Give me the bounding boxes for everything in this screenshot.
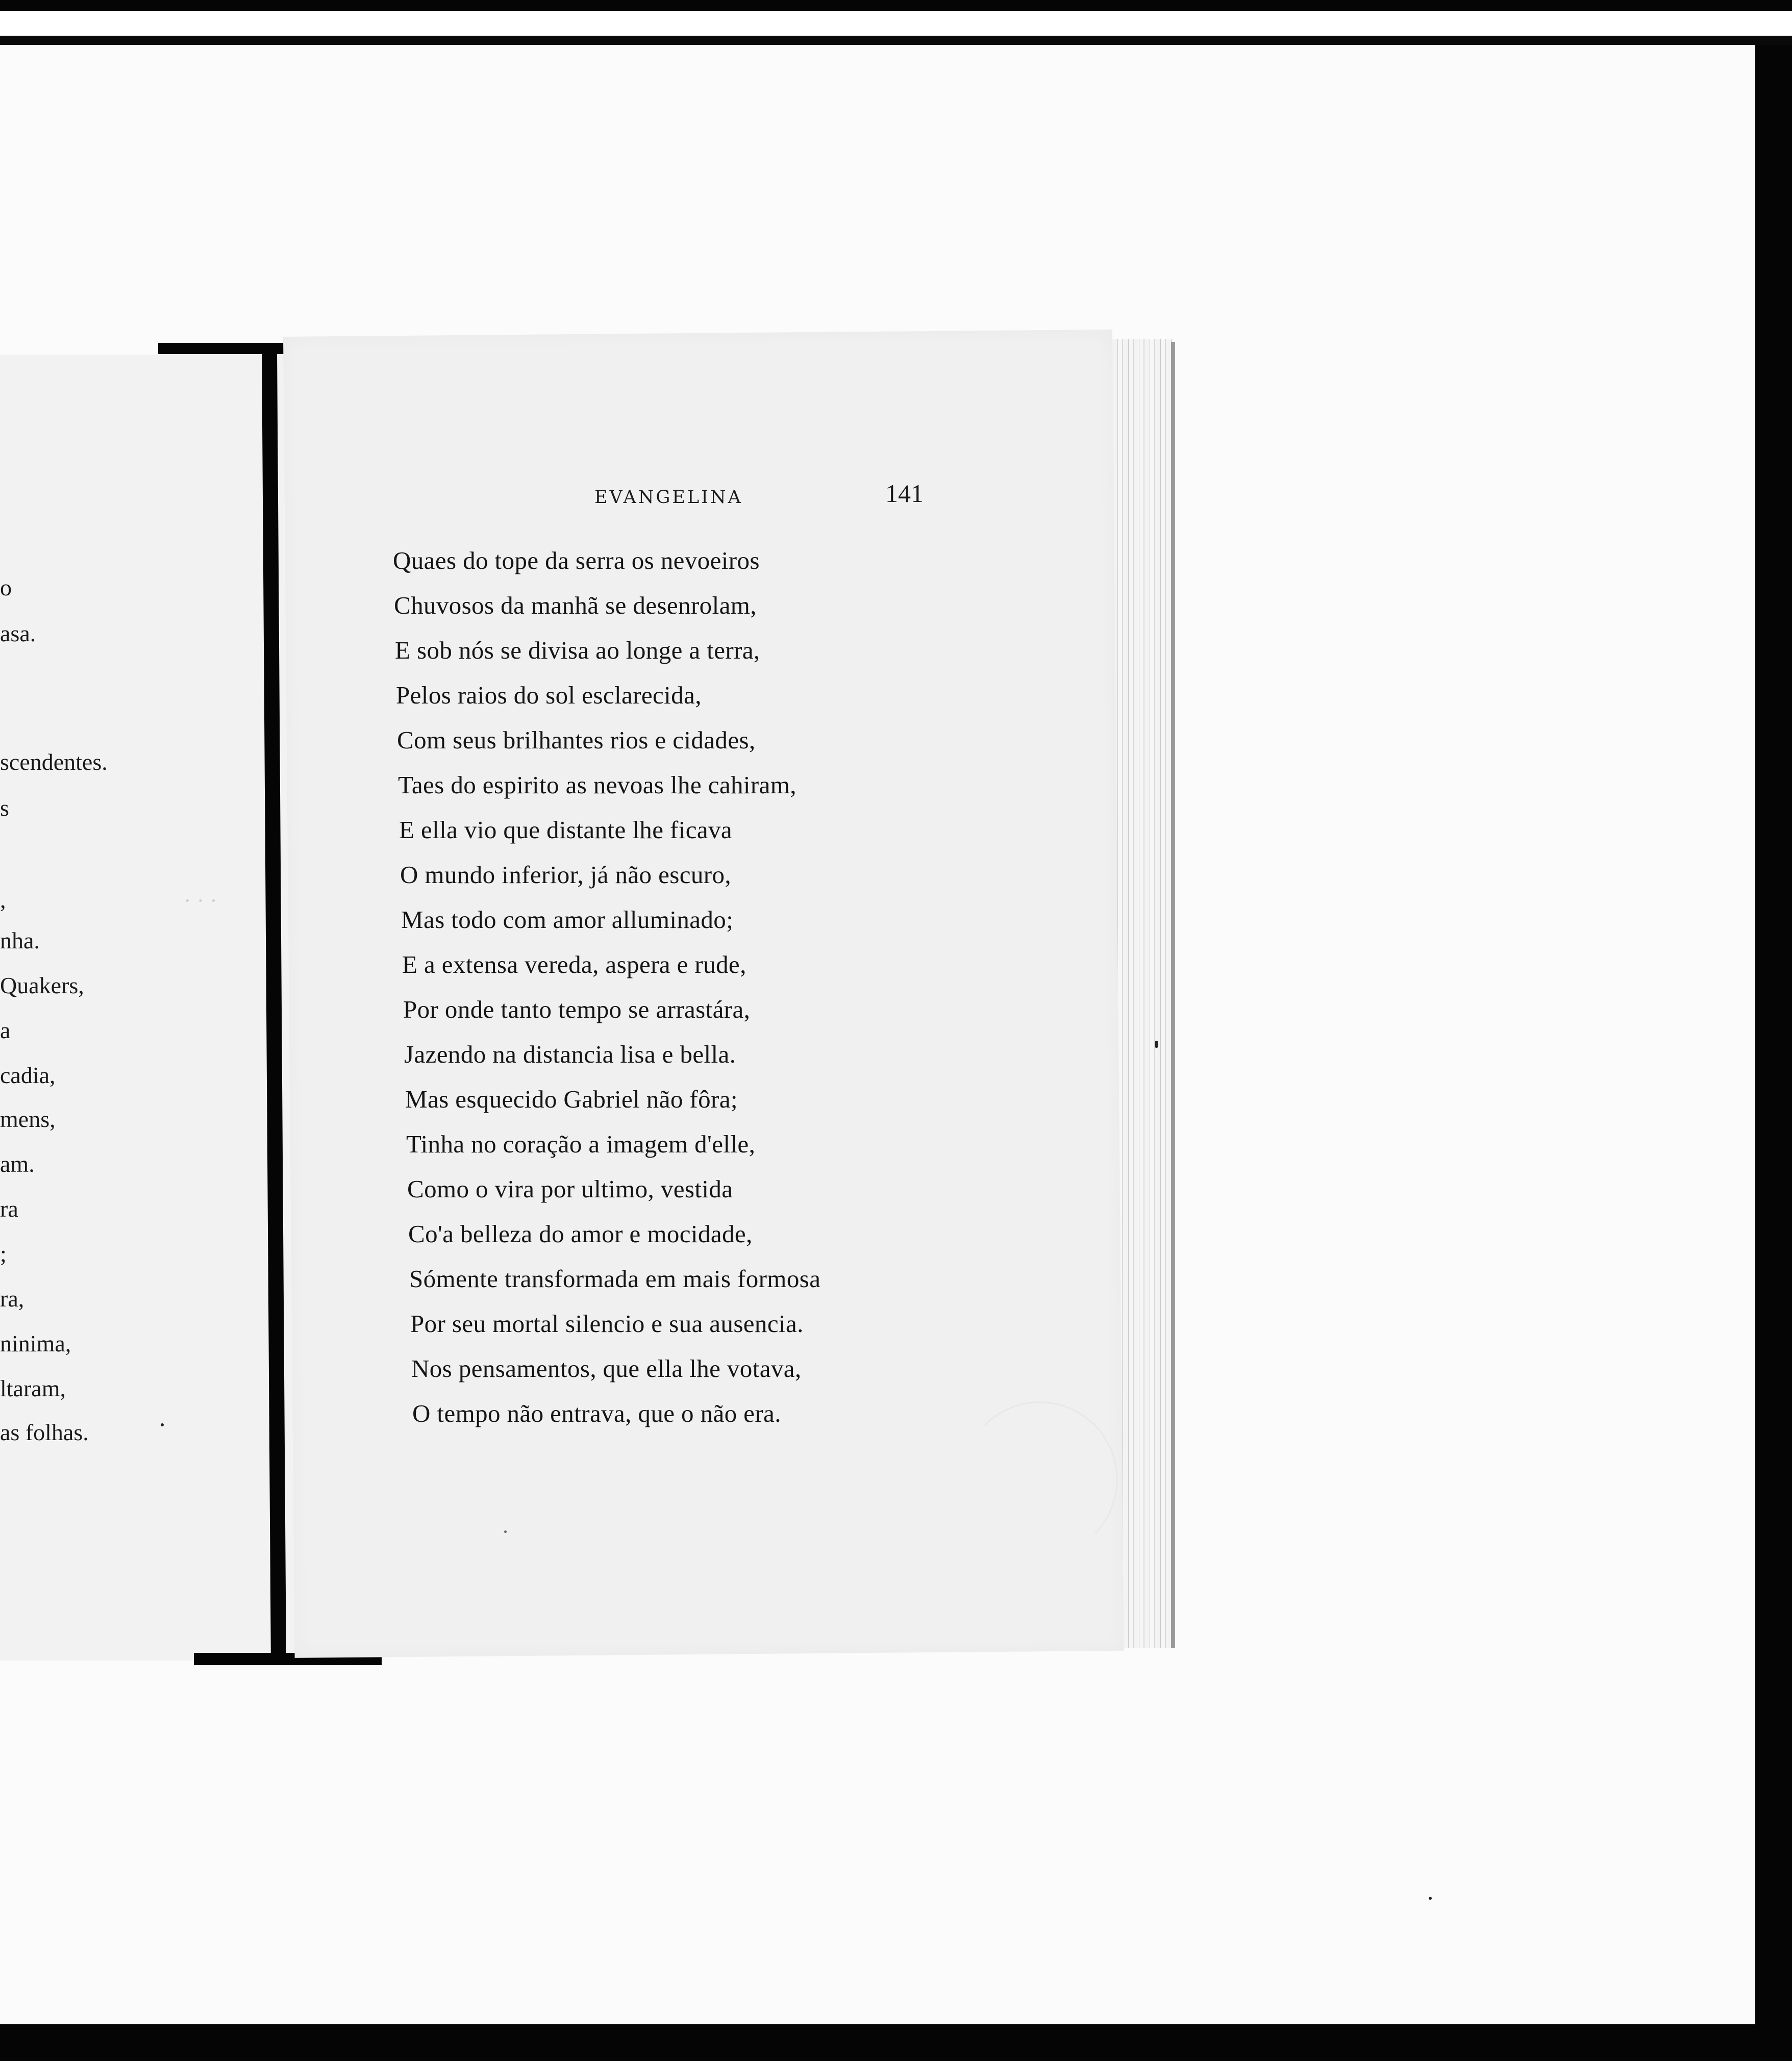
left-line: mens, (0, 1106, 56, 1132)
poem-line: Sómente transformada em mais formosa (409, 1265, 821, 1293)
poem-line: Com seus brilhantes rios e cidades, (397, 726, 756, 754)
film-border-right (1755, 45, 1792, 2024)
poem-line: E ella vio que distante lhe ficava (399, 816, 733, 844)
show-through-text: · · · (184, 888, 217, 913)
left-line: o (0, 574, 12, 600)
left-line: ltaram, (0, 1375, 66, 1401)
left-line: am. (0, 1151, 35, 1177)
left-line: scendentes. (0, 749, 108, 775)
poem-line: Por onde tanto tempo se arrastára, (403, 995, 751, 1023)
right-page (283, 330, 1124, 1658)
left-line: ninima, (0, 1330, 71, 1356)
poem-line: Pelos raios do sol esclarecida, (396, 681, 702, 709)
left-line: ; (0, 1241, 7, 1267)
left-line: as folhas. (0, 1419, 89, 1445)
left-line: asa. (0, 620, 36, 646)
dust-speck (504, 1530, 507, 1533)
poem-line: Nos pensamentos, que ella lhe votava, (411, 1354, 802, 1383)
left-line: ra (0, 1196, 18, 1222)
left-line: nha. (0, 927, 40, 953)
left-line: cadia, (0, 1062, 56, 1088)
left-line: ra, (0, 1286, 24, 1312)
paper-crease (961, 1401, 1118, 1559)
film-border-top-lower (0, 36, 1792, 45)
left-line: , (0, 887, 6, 913)
page-number: 141 (885, 479, 924, 508)
dust-speck (1155, 1041, 1158, 1048)
poem-line: Jazendo na distancia lisa e bella. (404, 1040, 736, 1068)
poem-line: E sob nós se divisa ao longe a terra, (395, 636, 760, 664)
poem-line: Mas todo com amor alluminado; (401, 906, 734, 934)
poem-line: Quaes do tope da serra os nevoeiros (393, 546, 760, 574)
left-line: Quakers, (0, 972, 84, 998)
poem-line: Mas esquecido Gabriel não fôra; (405, 1085, 738, 1113)
poem-line: O tempo não entrava, que o não era. (412, 1399, 781, 1427)
dust-speck (1429, 1897, 1432, 1900)
poem-line: Taes do espirito as nevoas lhe cahiram, (398, 771, 797, 799)
page-edge-shadow (1171, 342, 1175, 1648)
left-page (0, 355, 300, 1661)
poem-line: Chuvosos da manhã se desenrolam, (394, 591, 757, 619)
left-line: s (0, 795, 9, 821)
left-line: a (0, 1017, 11, 1043)
poem-line: E a extensa vereda, aspera e rude, (402, 950, 746, 978)
poem-line: Tinha no coração a imagem d'elle, (406, 1130, 756, 1158)
left-page-speck (161, 1423, 164, 1426)
running-head: EVANGELINA (594, 487, 743, 508)
poem-line: Co'a belleza do amor e mocidade, (408, 1220, 753, 1248)
poem-line: Como o vira por ultimo, vestida (407, 1175, 733, 1203)
poem-line: O mundo inferior, já não escuro, (400, 861, 732, 889)
poem-line: Por seu mortal silencio e sua ausencia. (410, 1310, 804, 1338)
film-border-bottom (0, 2024, 1792, 2061)
film-border-top (0, 0, 1792, 11)
